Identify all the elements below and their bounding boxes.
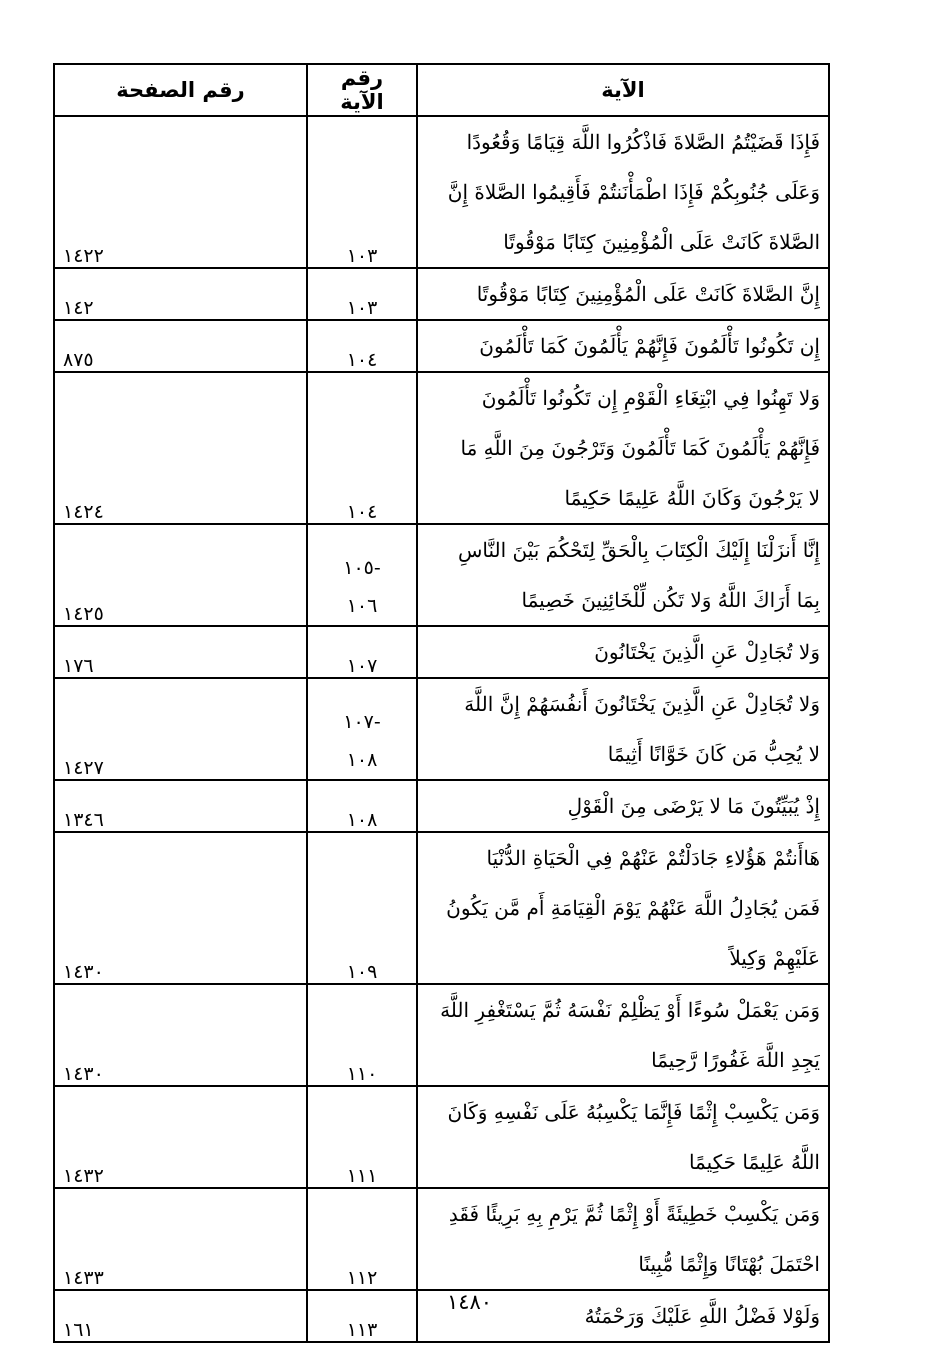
verse-cell bbox=[417, 1086, 829, 1188]
verse-line: يَجِدِ اللَّهَ غَفُورًا رَّحِيمًا bbox=[651, 1048, 820, 1072]
verse-cell bbox=[417, 780, 829, 832]
table-row bbox=[54, 524, 829, 626]
page-number-cell: ٨٧٥ bbox=[54, 320, 307, 372]
page-number: ١٤٨٠ bbox=[446, 1290, 493, 1314]
verse-line: احْتَمَلَ بُهْتَانًا وَإِثْمًا مُّبِينًا bbox=[638, 1252, 820, 1276]
verse-number-cell: ١١٢ bbox=[307, 1188, 417, 1290]
verse-line: بِمَا أَرَاكَ اللَّهُ وَلا تَكُن لِّلْخَائِنِينَ خَصِيمًا bbox=[521, 588, 820, 612]
verse-number-cell: ١٠٣ bbox=[307, 116, 417, 268]
verse-line: وَلَوْلا فَضْلُ اللَّهِ عَلَيْكَ وَرَحْمَتُهُ bbox=[584, 1304, 820, 1328]
table-row bbox=[54, 832, 829, 984]
page-number-cell: ١٤٣٠ bbox=[54, 984, 307, 1086]
table-row bbox=[54, 268, 829, 320]
table-row bbox=[54, 1188, 829, 1290]
verse-number-cell: ١٠٩ bbox=[307, 832, 417, 984]
verse-number-line: -١٠٧ bbox=[343, 711, 381, 733]
table-row bbox=[54, 1086, 829, 1188]
table-row bbox=[54, 626, 829, 678]
page-number-cell: ١٤٢٢ bbox=[54, 116, 307, 268]
verse-line: إِذْ يُبَيِّتُونَ مَا لا يَرْضَى مِنَ الْقَوْلِ bbox=[567, 794, 820, 818]
verse-number-line: ١٠٦ bbox=[346, 595, 378, 617]
page-number-cell: ١٣٤٦ bbox=[54, 780, 307, 832]
verse-number-cell: ١١٠ bbox=[307, 984, 417, 1086]
page-number-cell: ١٤٣٣ bbox=[54, 1188, 307, 1290]
verse-cell bbox=[417, 1188, 829, 1290]
table-row bbox=[54, 320, 829, 372]
page-number-cell: ١٤٣٠ bbox=[54, 832, 307, 984]
verse-cell bbox=[417, 268, 829, 320]
verse-cell bbox=[417, 524, 829, 626]
verse-line: فَمَن يُجَادِلُ اللَّهَ عَنْهُمْ يَوْمَ الْقِيَامَةِ أَم مَّن يَكُونُ bbox=[446, 896, 820, 920]
page-number-cell: ١٧٦ bbox=[54, 626, 307, 678]
page-number-cell: ١٦١ bbox=[54, 1290, 307, 1342]
verse-number-cell bbox=[307, 678, 417, 780]
verse-number-cell bbox=[307, 524, 417, 626]
verse-line: هَاأَنتُمْ هَؤُلاءِ جَادَلْتُمْ عَنْهُمْ فِي الْحَيَاةِ الدُّنْيَا bbox=[486, 846, 820, 870]
verses-index-table bbox=[53, 63, 830, 1343]
verse-number-cell: ١٠٧ bbox=[307, 626, 417, 678]
verse-line: وَلا تُجَادِلْ عَنِ الَّذِينَ يَخْتَانُونَ bbox=[594, 640, 820, 664]
verse-line: وَمَن يَعْمَلْ سُوءًا أَوْ يَظْلِمْ نَفْسَهُ ثُمَّ يَسْتَغْفِرِ اللَّهَ bbox=[440, 998, 820, 1022]
verse-number-cell: ١٠٣ bbox=[307, 268, 417, 320]
header-page-number: رقم الصفحة bbox=[54, 64, 307, 116]
verse-cell bbox=[417, 626, 829, 678]
table-row bbox=[54, 984, 829, 1086]
table-row bbox=[54, 678, 829, 780]
verse-cell bbox=[417, 832, 829, 984]
table-row bbox=[54, 780, 829, 832]
page-number-cell: ١٤٢٧ bbox=[54, 678, 307, 780]
verse-cell bbox=[417, 678, 829, 780]
verse-number-cell: ١١١ bbox=[307, 1086, 417, 1188]
header-verse: الآية bbox=[417, 64, 829, 116]
verse-cell bbox=[417, 984, 829, 1086]
verse-line: وَعَلَى جُنُوبِكُمْ فَإِذَا اطْمَأْنَنتُمْ فَأَقِيمُوا الصَّلاةَ إِنَّ bbox=[447, 180, 820, 204]
verse-cell bbox=[417, 320, 829, 372]
verse-line: إِنَّا أَنزَلْنَا إِلَيْكَ الْكِتَابَ بِالْحَقِّ لِتَحْكُمَ بَيْنَ النَّاسِ bbox=[457, 538, 820, 562]
table-row bbox=[54, 116, 829, 268]
verse-line: الصَّلاةَ كَانَتْ عَلَى الْمُؤْمِنِينَ كِتَابًا مَوْقُوتًا bbox=[503, 230, 820, 254]
verse-line: اللَّهُ عَلِيمًا حَكِيمًا bbox=[688, 1150, 820, 1174]
verse-line: فَإِذَا قَضَيْتُمُ الصَّلاةَ فَاذْكُرُوا اللَّهَ قِيَامًا وَقُعُودًا bbox=[466, 130, 820, 154]
page-number-cell: ١٤٢٥ bbox=[54, 524, 307, 626]
page-number-cell: ١٤٣٢ bbox=[54, 1086, 307, 1188]
verse-line: فَإِنَّهُمْ يَأْلَمُونَ كَمَا تَأْلَمُونَ وَتَرْجُونَ مِنَ اللَّهِ مَا bbox=[460, 436, 820, 460]
verse-line: وَلا تَهِنُوا فِي ابْتِغَاءِ الْقَوْمِ إِن تَكُونُوا تَأْلَمُونَ bbox=[481, 386, 820, 410]
verse-line: لا يَرْجُونَ وَكَانَ اللَّهُ عَلِيمًا حَكِيمًا bbox=[564, 486, 820, 510]
page-number-cell: ١٤٢٤ bbox=[54, 372, 307, 524]
verse-line: وَلا تُجَادِلْ عَنِ الَّذِينَ يَخْتَانُونَ أَنفُسَهُمْ إِنَّ اللَّهَ bbox=[464, 692, 820, 716]
verse-number-line: ١٠٨ bbox=[346, 749, 378, 771]
page-number-cell: ١٤٢ bbox=[54, 268, 307, 320]
verse-line: عَلَيْهِمْ وَكِيلاً bbox=[729, 946, 820, 970]
verse-number-cell: ١٠٤ bbox=[307, 372, 417, 524]
verse-cell bbox=[417, 372, 829, 524]
verse-number-line: -١٠٥ bbox=[343, 557, 381, 579]
verse-number-cell: ١٠٤ bbox=[307, 320, 417, 372]
header-verse-number: رقم الآية bbox=[307, 64, 417, 116]
verse-line: لا يُحِبُّ مَن كَانَ خَوَّانًا أَثِيمًا bbox=[607, 742, 820, 766]
verse-line: إِنَّ الصَّلاةَ كَانَتْ عَلَى الْمُؤْمِنِينَ كِتَابًا مَوْقُوتًا bbox=[476, 282, 820, 306]
verse-line: وَمَن يَكْسِبْ إِثْمًا فَإِنَّمَا يَكْسِبُهُ عَلَى نَفْسِهِ وَكَانَ bbox=[447, 1100, 820, 1124]
verse-line: وَمَن يَكْسِبْ خَطِيئَةً أَوْ إِثْمًا ثُمَّ يَرْمِ بِهِ بَرِيئًا فَقَدِ bbox=[448, 1202, 820, 1226]
verse-number-cell: ١٠٨ bbox=[307, 780, 417, 832]
verse-cell bbox=[417, 116, 829, 268]
verse-number-cell: ١١٣ bbox=[307, 1290, 417, 1342]
header-row bbox=[54, 64, 829, 116]
table-row bbox=[54, 372, 829, 524]
verse-line: إِن تَكُونُوا تَأْلَمُونَ فَإِنَّهُمْ يَأْلَمُونَ كَمَا تَأْلَمُونَ bbox=[479, 334, 820, 358]
table-body bbox=[54, 116, 829, 1342]
